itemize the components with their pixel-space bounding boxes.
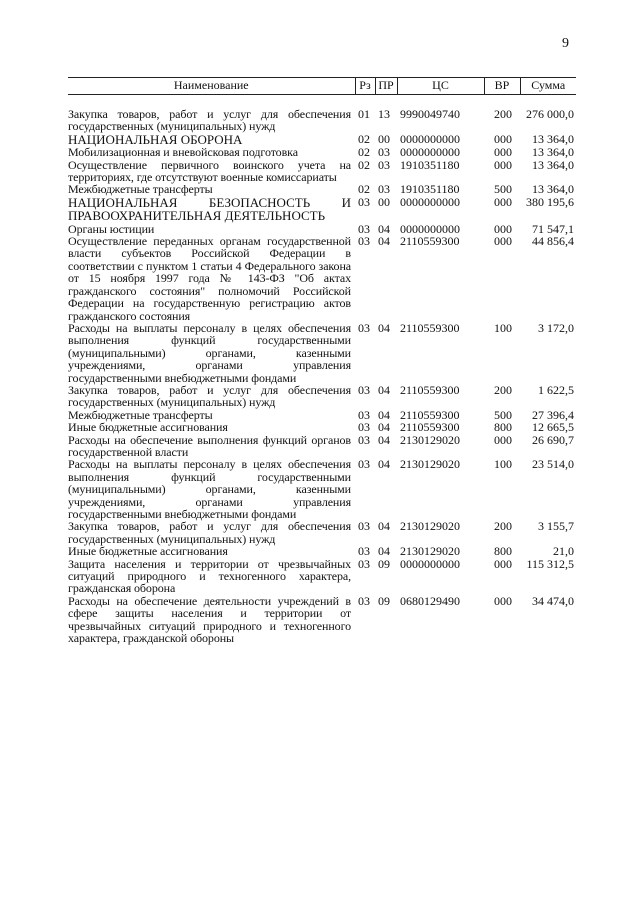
- cell-cs: 9990049740: [400, 107, 460, 121]
- cell-name: Закупка товаров, работ и услуг для обеспечения государственных (муниципальных) нужд: [68, 382, 351, 410]
- cell-cs: 2110559300: [400, 234, 460, 249]
- cell-rz: 03: [358, 593, 370, 608]
- budget-table: [68, 77, 576, 644]
- cell-sum: 1 622,5: [538, 382, 574, 397]
- cell-pr: 00: [378, 131, 390, 146]
- table-row: [68, 196, 576, 223]
- cell-rz: 01: [358, 107, 370, 121]
- cell-name: Расходы на выплаты персоналу в целях обеспечения выполнения функций государственными (муниципальными) органами, казенными учреждениями, органами управления государственными внебюджетными фондами: [68, 457, 351, 521]
- cell-pr: 03: [378, 157, 390, 172]
- cell-vr: 100: [494, 320, 512, 335]
- cell-pr: 04: [378, 420, 390, 435]
- cell-name: Закупка товаров, работ и услуг для обеспечения государственных (муниципальных) нужд: [68, 107, 351, 134]
- cell-name: Расходы на обеспечение выполнения функций органов государственной власти: [68, 432, 351, 459]
- cell-pr: 04: [378, 382, 390, 397]
- cell-vr: 000: [494, 234, 512, 249]
- table-row: [68, 183, 576, 195]
- cell-cs: 2110559300: [400, 320, 460, 335]
- cell-sum: 3 155,7: [538, 519, 574, 534]
- cell-cs: 2130129020: [400, 432, 460, 447]
- cell-vr: 800: [494, 544, 512, 559]
- cell-name: Мобилизационная и вневойсковая подготовка: [68, 145, 298, 160]
- cell-rz: 03: [358, 221, 370, 236]
- cell-pr: 04: [378, 432, 390, 447]
- cell-name: Иные бюджетные ассигнования: [68, 544, 228, 559]
- cell-cs: 0000000000: [400, 145, 460, 160]
- cell-sum: 3 172,0: [538, 320, 574, 335]
- cell-name: Межбюджетные трансферты: [68, 182, 213, 197]
- cell-cs: 1910351180: [400, 157, 460, 172]
- cell-vr: 000: [494, 157, 512, 172]
- header-vr: ВР: [484, 78, 520, 95]
- cell-rz: 03: [358, 234, 370, 249]
- cell-name: Защита населения и территории от чрезвычайных ситуаций природного и техногенного характера, гражданская оборона: [68, 556, 351, 596]
- cell-rz: 03: [358, 432, 370, 447]
- cell-name: Осуществление первичного воинского учета на территориях, где отсутствуют военные комиссариаты: [68, 157, 351, 185]
- cell-name: Осуществление переданных органам государственной власти субъектов Российской Федерации в соответствии с пунктом 1 статьи 4 Федерального закона от 15 ноября 1997 года № 143-ФЗ "Об актах гражданского состояния" полномочий Российской Федерации на государственную регистрацию актов гражданского состояния: [68, 234, 351, 323]
- cell-cs: 0000000000: [400, 131, 460, 146]
- cell-rz: 02: [358, 145, 370, 160]
- cell-sum: 380 195,6: [526, 194, 574, 209]
- cell-cs: 2110559300: [400, 382, 460, 397]
- header-sum: Сумма: [520, 78, 576, 95]
- cell-cs: 0000000000: [400, 221, 460, 236]
- table-row: [68, 95, 576, 133]
- cell-pr: 04: [378, 320, 390, 335]
- table-row: [68, 545, 576, 557]
- cell-pr: 04: [378, 221, 390, 236]
- header-rz: Рз: [355, 78, 375, 95]
- cell-sum: 27 396,4: [532, 407, 574, 422]
- cell-sum: 13 364,0: [532, 145, 574, 160]
- table-row: [68, 159, 576, 184]
- cell-sum: 21,0: [553, 544, 574, 559]
- cell-rz: 03: [358, 382, 370, 397]
- cell-cs: 0000000000: [400, 556, 460, 571]
- cell-name: Расходы на обеспечение деятельности учреждений в сфере защиты населения и территории от чрезвычайных ситуаций природного и техногенного характера, гражданской обороны: [68, 593, 351, 646]
- cell-vr: 000: [494, 194, 512, 209]
- cell-pr: 04: [378, 457, 390, 472]
- cell-sum: 13 364,0: [532, 157, 574, 172]
- cell-rz: 02: [358, 131, 370, 146]
- cell-pr: 04: [378, 407, 390, 422]
- table-row: [68, 322, 576, 384]
- table-body: [68, 95, 576, 645]
- cell-pr: 09: [378, 593, 390, 608]
- cell-sum: 34 474,0: [532, 593, 574, 608]
- cell-vr: 000: [494, 593, 512, 608]
- table-row: [68, 235, 576, 322]
- cell-sum: 13 364,0: [532, 131, 574, 146]
- cell-pr: 03: [378, 182, 390, 197]
- header-pr: ПР: [375, 78, 397, 95]
- cell-cs: 2130129020: [400, 519, 460, 534]
- table-row: [68, 458, 576, 520]
- cell-pr: 04: [378, 544, 390, 559]
- cell-rz: 03: [358, 544, 370, 559]
- cell-name: НАЦИОНАЛЬНАЯ ОБОРОНА: [68, 131, 243, 147]
- table-row: [68, 520, 576, 545]
- cell-rz: 03: [358, 320, 370, 335]
- cell-name: Межбюджетные трансферты: [68, 407, 213, 422]
- table-row: [68, 434, 576, 459]
- cell-rz: 03: [358, 420, 370, 435]
- cell-sum: 12 665,5: [532, 420, 574, 435]
- cell-rz: 03: [358, 194, 370, 209]
- cell-cs: 2110559300: [400, 407, 460, 422]
- cell-vr: 100: [494, 457, 512, 472]
- cell-cs: 2130129020: [400, 544, 460, 559]
- cell-name: Иные бюджетные ассигнования: [68, 420, 228, 435]
- cell-vr: 500: [494, 182, 512, 197]
- table-header: [68, 78, 576, 95]
- cell-sum: 44 856,4: [532, 234, 574, 249]
- cell-name: Закупка товаров, работ и услуг для обеспечения государственных (муниципальных) нужд: [68, 519, 351, 546]
- cell-vr: 200: [494, 519, 512, 534]
- cell-vr: 200: [494, 107, 512, 121]
- cell-pr: 13: [378, 107, 390, 121]
- cell-rz: 03: [358, 519, 370, 534]
- cell-vr: 000: [494, 556, 512, 571]
- cell-pr: 04: [378, 519, 390, 534]
- cell-sum: 23 514,0: [532, 457, 574, 472]
- cell-name: Органы юстиции: [68, 221, 155, 236]
- cell-cs: 2110559300: [400, 420, 460, 435]
- table-row: [68, 384, 576, 409]
- cell-cs: 1910351180: [400, 182, 460, 197]
- table-row: [68, 421, 576, 433]
- cell-sum: 13 364,0: [532, 182, 574, 197]
- cell-name: Расходы на выплаты персоналу в целях обеспечения выполнения функций государственными (муниципальными) органами, казенными учреждениями, органами управления государственными внебюджетными фондами: [68, 320, 351, 385]
- cell-rz: 03: [358, 407, 370, 422]
- cell-sum: 26 690,7: [532, 432, 574, 447]
- cell-rz: 03: [358, 457, 370, 472]
- header-name: Наименование: [68, 78, 355, 95]
- cell-cs: 0680129490: [400, 593, 460, 608]
- cell-sum: 276 000,0: [526, 107, 574, 121]
- cell-vr: 000: [494, 432, 512, 447]
- cell-vr: 800: [494, 420, 512, 435]
- cell-pr: 09: [378, 556, 390, 571]
- cell-cs: 0000000000: [400, 194, 460, 209]
- table-row: [68, 595, 576, 645]
- cell-pr: 00: [378, 194, 390, 209]
- cell-vr: 000: [494, 131, 512, 146]
- cell-pr: 03: [378, 145, 390, 160]
- cell-vr: 000: [494, 221, 512, 236]
- table-row: [68, 558, 576, 595]
- header-cs: ЦС: [397, 78, 484, 95]
- cell-cs: 2130129020: [400, 457, 460, 472]
- table-row: [68, 146, 576, 158]
- table-row: [68, 133, 576, 146]
- cell-pr: 04: [378, 234, 390, 249]
- cell-rz: 03: [358, 556, 370, 571]
- cell-vr: 500: [494, 407, 512, 422]
- cell-rz: 02: [358, 157, 370, 172]
- cell-sum: 115 312,5: [526, 556, 574, 571]
- cell-vr: 200: [494, 382, 512, 397]
- cell-vr: 000: [494, 145, 512, 160]
- cell-rz: 02: [358, 182, 370, 197]
- cell-sum: 71 547,1: [532, 221, 574, 236]
- page-number: 9: [562, 36, 569, 51]
- cell-name: НАЦИОНАЛЬНАЯ БЕЗОПАСНОСТЬ И ПРАВООХРАНИТЕЛЬНАЯ ДЕЯТЕЛЬНОСТЬ: [68, 194, 351, 224]
